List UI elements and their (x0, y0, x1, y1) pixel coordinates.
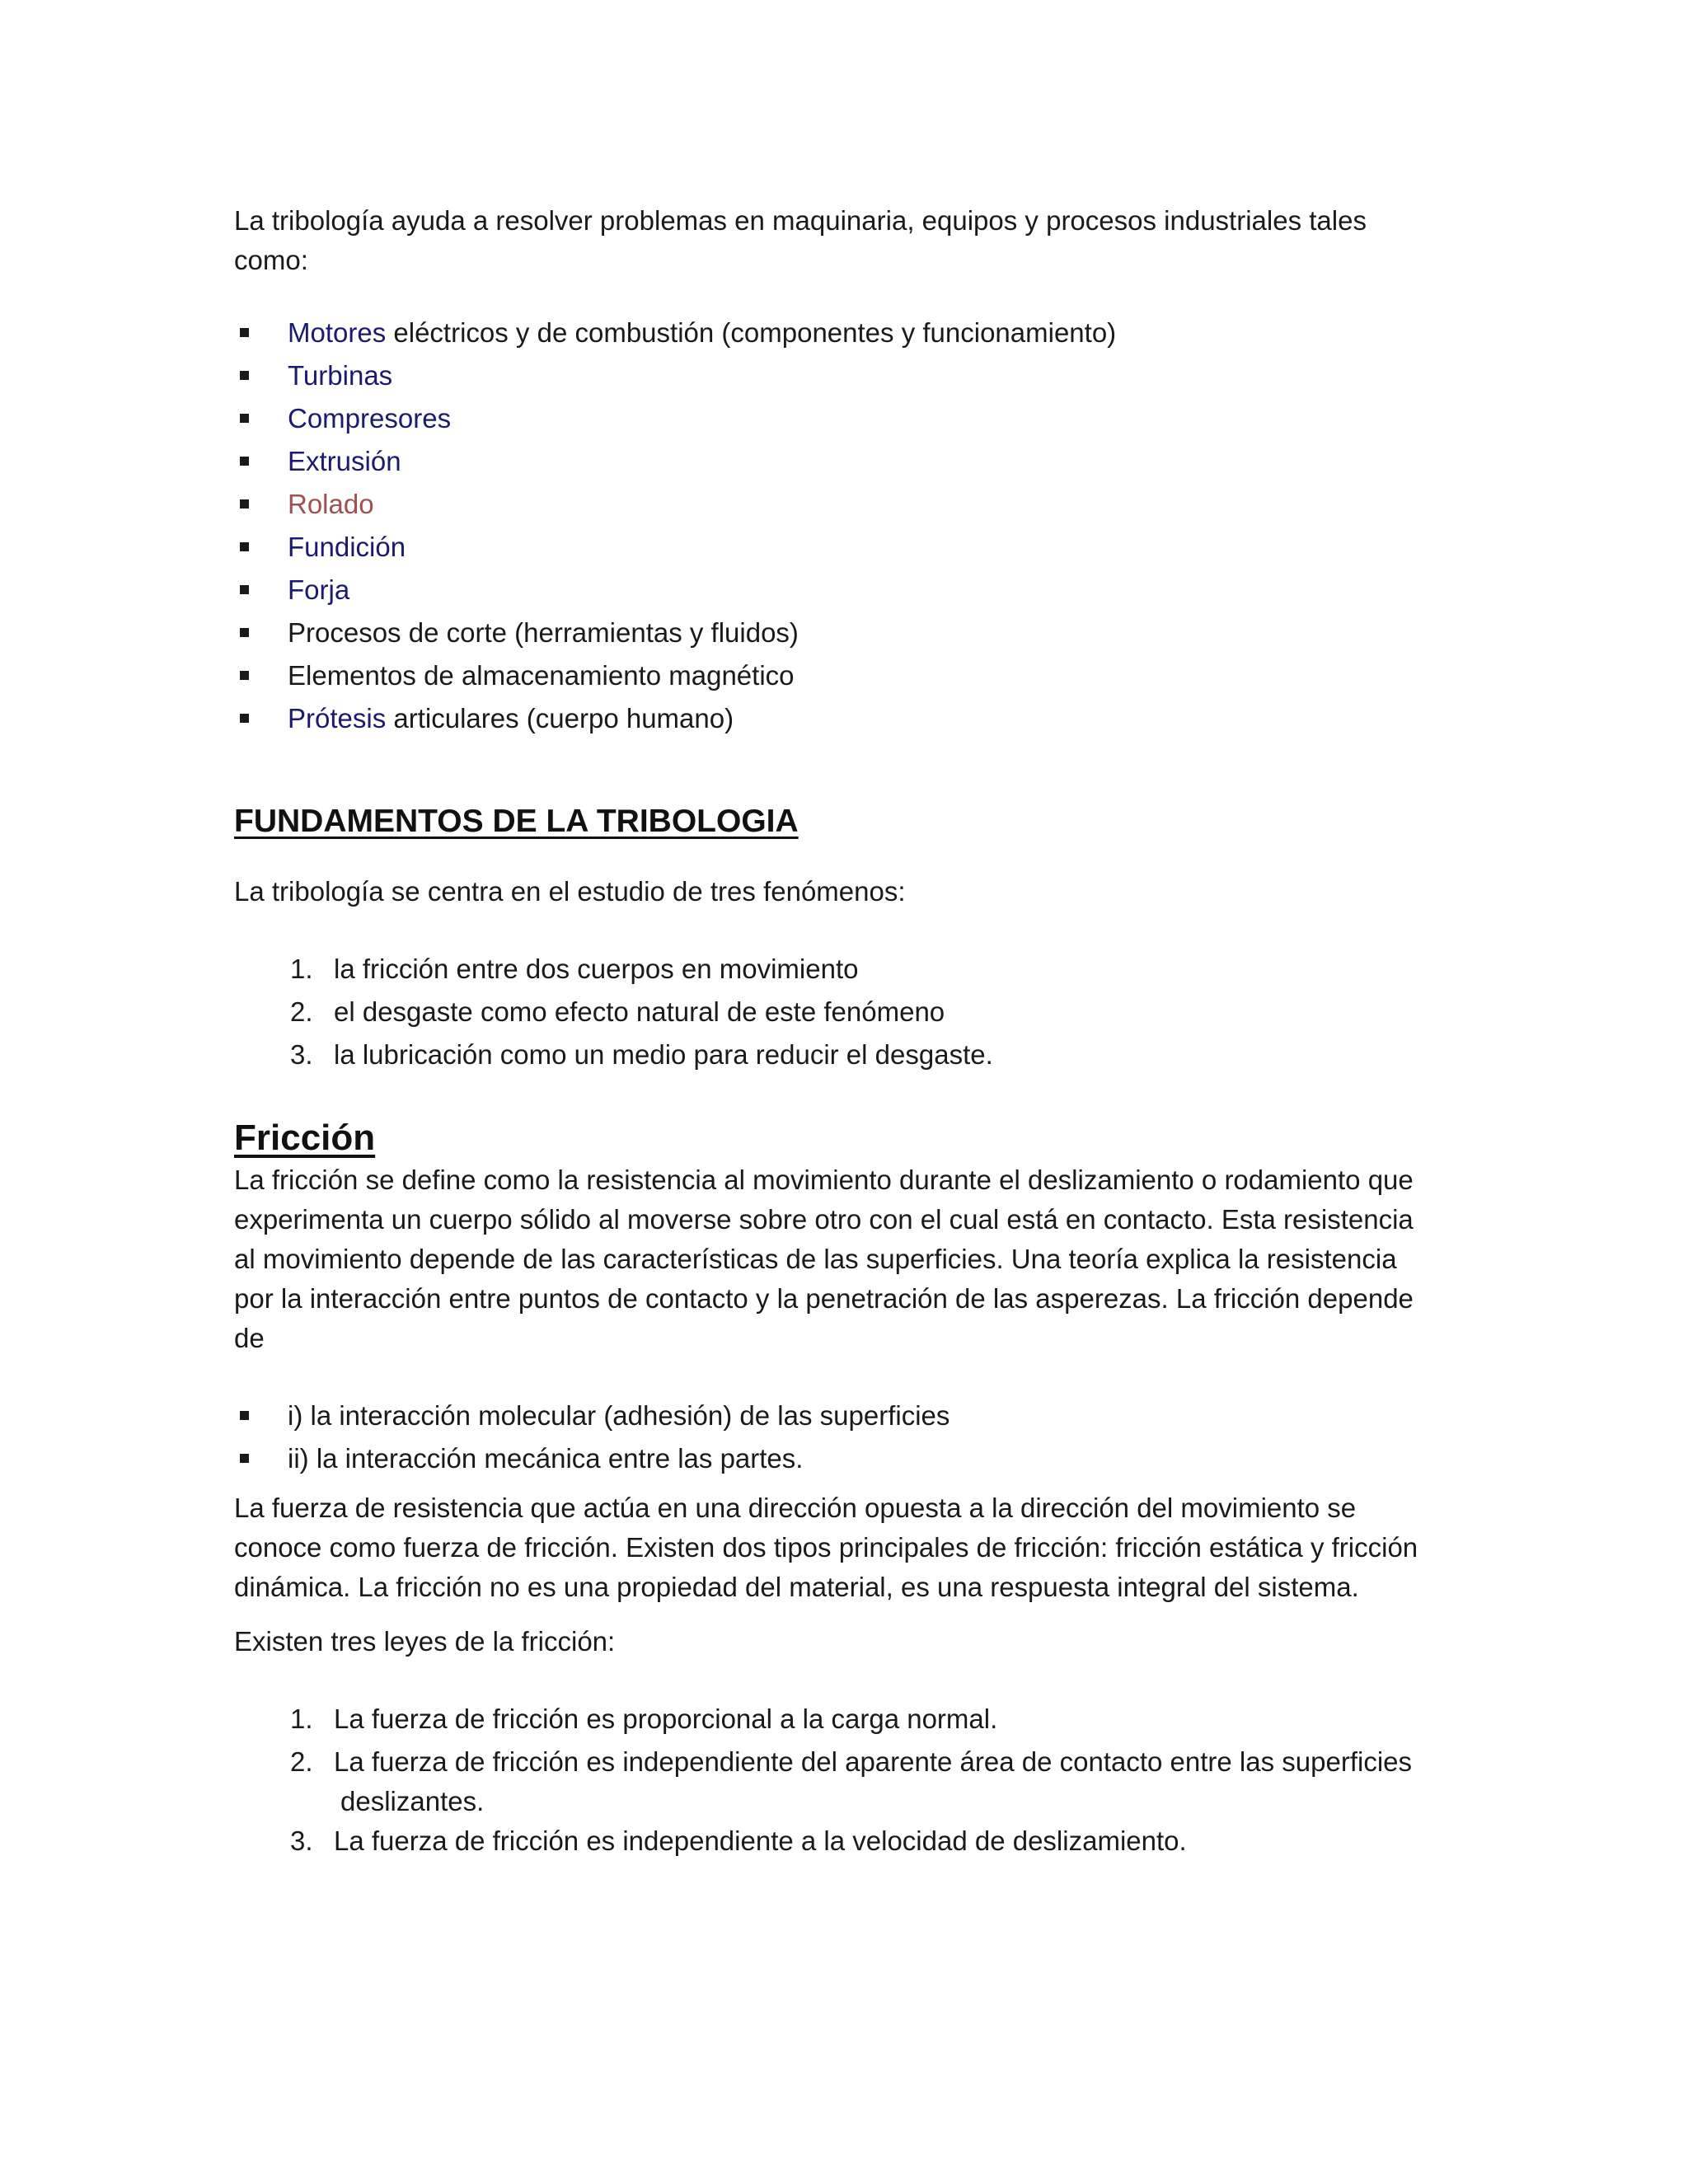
intro-line: como: (234, 245, 308, 275)
factors-list (234, 1394, 1454, 1480)
item-text-continuation: deslizantes. (340, 1786, 485, 1816)
item-text: La fuerza de fricción es proporcional a la carga normal. (334, 1704, 998, 1734)
list-item (234, 397, 1454, 440)
item-text: La fuerza de fricción es independiente a la velocidad de deslizamiento. (334, 1825, 1187, 1856)
list-item (234, 526, 1454, 569)
item-number: 3. (290, 1039, 313, 1070)
link-rolado[interactable]: Rolado (288, 489, 374, 519)
paragraph-line: La fuerza de resistencia que actúa en una dirección opuesta a la dirección del movimiento se (234, 1493, 1357, 1523)
bullet-square-icon (240, 1411, 249, 1420)
list-item (234, 312, 1454, 354)
item-text: eléctricos y de combustión (componentes y funcionamiento) (386, 317, 1117, 348)
item-text: articulares (cuerpo humano) (386, 703, 734, 733)
laws-intro: Existen tres leyes de la fricción: (234, 1626, 616, 1657)
document-content (234, 201, 1454, 1863)
bullet-square-icon (240, 1454, 249, 1463)
item-text: la lubricación como un medio para reducir el desgaste. (334, 1039, 993, 1070)
bullet-square-icon (240, 371, 249, 380)
item-text: La fuerza de fricción es independiente del aparente área de contacto entre las superficies (334, 1746, 1413, 1777)
bullet-square-icon (240, 628, 249, 637)
list-item (234, 1698, 1454, 1741)
item-number: 3. (290, 1825, 313, 1856)
intro-line: La tribología ayuda a resolver problemas en maquinaria, equipos y procesos industriales tales (234, 205, 1367, 236)
list-item (234, 354, 1454, 397)
list-item (234, 440, 1454, 483)
bullet-square-icon (240, 714, 249, 723)
link-extrusion[interactable]: Extrusión (288, 446, 401, 476)
fundamentos-heading: FUNDAMENTOS DE LA TRIBOLOGIA (234, 804, 799, 839)
item-text: ii) la interacción mecánica entre las partes. (288, 1443, 804, 1474)
item-text: el desgaste como efecto natural de este fenómeno (334, 996, 945, 1027)
bullet-square-icon (240, 457, 249, 466)
item-number: 1. (290, 954, 313, 984)
link-compresores[interactable]: Compresores (288, 403, 452, 434)
fundamentos-intro: La tribología se centra en el estudio de tres fenómenos: (234, 876, 906, 907)
bullet-square-icon (240, 671, 249, 680)
bullet-square-icon (240, 328, 249, 337)
friccion-paragraph (234, 1160, 1454, 1358)
list-item (234, 569, 1454, 612)
item-text: i) la interacción molecular (adhesión) de las superficies (288, 1400, 950, 1431)
paragraph-line: al movimiento depende de las características de las superficies. Una teoría explica la resistencia (234, 1244, 1397, 1274)
list-item (234, 1394, 1454, 1437)
laws-list (234, 1698, 1454, 1863)
list-item (234, 1741, 1454, 1820)
list-item (234, 991, 1454, 1033)
bullet-square-icon (240, 414, 249, 423)
link-motores[interactable]: Motores (288, 317, 387, 348)
bullet-square-icon (240, 542, 249, 551)
list-item (234, 483, 1454, 526)
link-turbinas[interactable]: Turbinas (288, 360, 393, 391)
list-item (234, 948, 1454, 991)
friccion-heading: Fricción (234, 1118, 376, 1158)
phenomena-list (234, 948, 1454, 1076)
link-protesis[interactable]: Prótesis (288, 703, 387, 733)
applications-list (234, 312, 1454, 740)
fuerza-paragraph (234, 1488, 1454, 1607)
bullet-square-icon (240, 499, 249, 509)
bullet-square-icon (240, 585, 249, 594)
intro-paragraph (234, 201, 1454, 280)
list-item (234, 1437, 1454, 1480)
item-number: 2. (290, 996, 313, 1027)
list-item (234, 1033, 1454, 1076)
list-item (234, 697, 1454, 740)
item-text: Procesos de corte (herramientas y fluidos) (288, 617, 799, 648)
list-item (234, 654, 1454, 697)
link-forja[interactable]: Forja (288, 574, 350, 605)
paragraph-line: dinámica. La fricción no es una propiedad del material, es una respuesta integral del sistema. (234, 1572, 1359, 1602)
paragraph-line: experimenta un cuerpo sólido al moverse sobre otro con el cual está en contacto. Esta resistencia (234, 1204, 1414, 1235)
list-item (234, 1820, 1454, 1863)
paragraph-line: La fricción se define como la resistencia al movimiento durante el deslizamiento o rodamiento que (234, 1165, 1414, 1195)
list-item (234, 612, 1454, 654)
link-fundicion[interactable]: Fundición (288, 532, 406, 562)
item-text: la fricción entre dos cuerpos en movimiento (334, 954, 859, 984)
paragraph-line: de (234, 1323, 265, 1353)
item-number: 1. (290, 1704, 313, 1734)
item-text: Elementos de almacenamiento magnético (288, 660, 795, 691)
paragraph-line: conoce como fuerza de fricción. Existen dos tipos principales de fricción: fricción estática y fricción (234, 1532, 1418, 1563)
paragraph-line: por la interacción entre puntos de contacto y la penetración de las asperezas. La fricción depende (234, 1283, 1414, 1314)
item-number: 2. (290, 1746, 313, 1777)
